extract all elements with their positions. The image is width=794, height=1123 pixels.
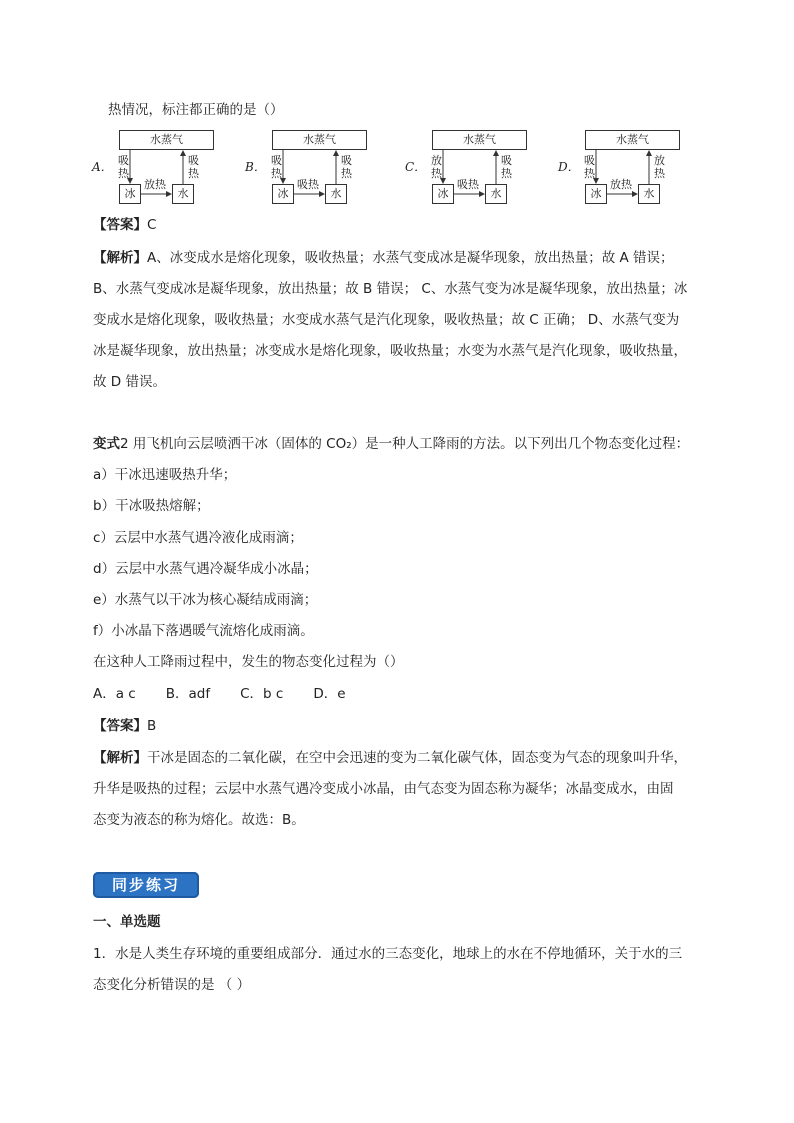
- analysis-label: 【解析】: [93, 750, 147, 766]
- list-item: b）干冰吸热熔解；: [93, 498, 210, 514]
- bottom-arrow-label: 吸热: [297, 178, 319, 191]
- water-vapor-box: 水蒸气: [119, 130, 214, 150]
- section-subheading: 一、单选题: [93, 914, 161, 930]
- diagram-option-d: [558, 128, 748, 208]
- analysis-line: 态变为液态的称为熔化。故选：B。: [93, 812, 305, 828]
- option-letter: C．: [405, 160, 427, 174]
- water-box: 水: [638, 184, 660, 204]
- analysis-line: [93, 748, 687, 768]
- analysis-line: 故 D 错误。: [93, 374, 166, 390]
- analysis-text: A、冰变成水是熔化现象，吸收热量；水蒸气变成冰是凝华现象，放出热量；故 A 错误；: [147, 250, 674, 266]
- answer-label: 【答案】: [93, 718, 147, 734]
- water-box: 水: [325, 184, 347, 204]
- ice-box: 冰: [119, 184, 141, 204]
- analysis-line: 变成水是熔化现象，吸收热量；水变成水蒸气是汽化现象，吸收热量；故 C 正确； D、水蒸气变为: [93, 312, 680, 328]
- question-line: 1．水是人类生存环境的重要组成部分．通过水的三态变化，地球上的水在不停地循环，关于水的三: [93, 946, 683, 962]
- analysis-line: 升华是吸热的过程；云层中水蒸气遇冷变成小冰晶，由气态变为固态称为凝华；冰晶变成水，由固: [93, 781, 674, 797]
- water-vapor-box: 水蒸气: [432, 130, 527, 150]
- options-row: [93, 684, 376, 704]
- water-box: 水: [172, 184, 194, 204]
- variant-question-stem: [93, 434, 689, 454]
- analysis-text: 干冰是固态的二氧化碳，在空中会迅速的变为二氧化碳气体，固态变为气态的现象叫升华，: [147, 750, 687, 766]
- bottom-arrow-label: 放热: [144, 178, 166, 191]
- option-b: B．adf: [165, 686, 211, 702]
- option-letter: D．: [558, 160, 580, 174]
- stem-text: 2 用飞机向云层喷洒干冰（固体的 CO₂）是一种人工降雨的方法。以下列出几个物态变化过程：: [120, 436, 690, 452]
- bottom-arrow-label: 放热: [610, 178, 632, 191]
- water-box: 水: [485, 184, 507, 204]
- right-arrow-label: 放热: [654, 154, 665, 180]
- right-arrow-label: 吸热: [501, 154, 512, 180]
- water-vapor-box: 水蒸气: [272, 130, 367, 150]
- option-letter: A．: [92, 160, 113, 174]
- answer-value: B: [147, 718, 157, 734]
- left-arrow-label: 吸热: [118, 154, 129, 180]
- question-text: 在这种人工降雨过程中，发生的物态变化过程为（）: [93, 654, 404, 670]
- analysis-line: [93, 248, 674, 268]
- option-c: C．b c: [240, 686, 284, 702]
- water-vapor-box: 水蒸气: [585, 130, 680, 150]
- question-line: 态变化分析错误的是 （ ）: [93, 977, 251, 993]
- answer-line: [93, 215, 156, 235]
- analysis-label: 【解析】: [93, 250, 147, 266]
- answer-value: C: [147, 217, 157, 233]
- bottom-arrow-label: 吸热: [457, 178, 479, 191]
- answer-line: [93, 716, 156, 736]
- variant-label: 变式: [93, 436, 120, 452]
- list-item: a）干冰迅速吸热升华；: [93, 467, 237, 483]
- left-arrow-label: 吸热: [584, 154, 595, 180]
- analysis-line: B、水蒸气变成冰是凝华现象，放出热量；故 B 错误； C、水蒸气变为冰是凝华现象，放出热量；冰: [93, 281, 688, 297]
- ice-box: 冰: [272, 184, 294, 204]
- list-item: c）云层中水蒸气遇冷液化成雨滴；: [93, 530, 303, 546]
- answer-label: 【答案】: [93, 217, 147, 233]
- option-d: D．e: [313, 686, 346, 702]
- list-item: d）云层中水蒸气遇冷凝华成小冰晶；: [93, 561, 318, 577]
- section-badge: 同步练习: [93, 872, 199, 898]
- option-a: A．a c: [93, 686, 136, 702]
- list-item: f）小冰晶下落遇暖气流熔化成雨滴。: [93, 623, 314, 639]
- ice-box: 冰: [585, 184, 607, 204]
- right-arrow-label: 吸热: [341, 154, 352, 180]
- list-item: e）水蒸气以干冰为核心凝结成雨滴；: [93, 592, 318, 608]
- analysis-line: 冰是凝华现象，放出热量；冰变成水是熔化现象，吸收热量；水变为水蒸气是汽化现象，吸收热量，: [93, 343, 687, 359]
- left-arrow-label: 放热: [431, 154, 442, 180]
- option-letter: B．: [245, 160, 266, 174]
- question-intro: 热情况，标注都正确的是（）: [108, 102, 284, 118]
- left-arrow-label: 吸热: [271, 154, 282, 180]
- right-arrow-label: 吸热: [188, 154, 199, 180]
- ice-box: 冰: [432, 184, 454, 204]
